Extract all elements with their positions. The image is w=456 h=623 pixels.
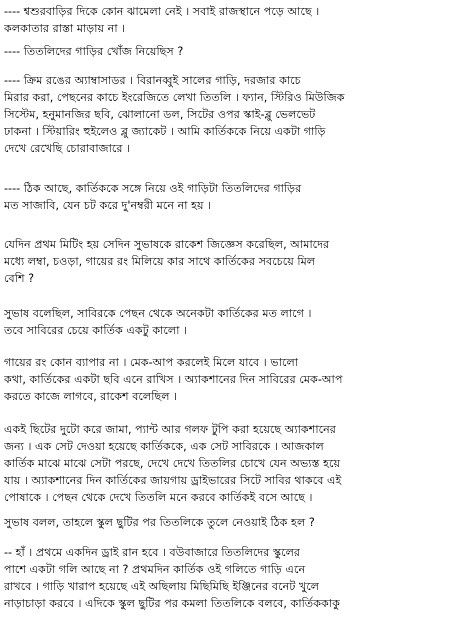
text-line: ---- শ্বশুরবাড়ির দিকে কোন ঝামেলা নেই । সবাই রাজস্থানে পড়ে আছে । xyxy=(4,5,320,18)
text-line: বেশি ? xyxy=(4,272,35,285)
paragraph-7 xyxy=(4,354,454,405)
text-line: মধ্যে লম্বা, চওড়া, গায়ের রং মিলিয়ে কার সাথে কার্তিকের সবচেয়ে মিল xyxy=(4,255,316,268)
text-line: ঢাকনা । স্টিয়ারিং হুইলেও ব্লু জ্যাকেট । আমি কার্তিককে নিয়ে একটা গাড়ি xyxy=(4,125,326,138)
text-line: মত সাজাবি, যেন চট করে দু'নম্বরী মনে না হয় । xyxy=(4,199,212,212)
text-line: ---- তিতলিদের গাড়ির খোঁজ নিয়েছিস ? xyxy=(4,45,184,58)
text-line: পোষাকে । পেছন থেকে দেখে তিতলি মনে করবে কার্তিকই বসে আছে । xyxy=(4,491,313,504)
text-line: সিস্টেম, হনুমানজির ছবি, ঝোলানো ডল, সিটের ওপর স্কাই-ব্লু ভেলভেট xyxy=(4,108,316,121)
text-line: গায়ের রং কোন ব্যাপার না । মেক-আপ করলেই মিলে যাবে । ভালো xyxy=(4,356,299,369)
text-line: যায় । অ্যাকশানের দিন কার্তিকের জায়গায় ড্রাইভারের সিটে সাবির থাকবে এই xyxy=(4,474,342,487)
text-line: দেখে রেখেছি চোরাবাজারে । xyxy=(4,142,131,155)
paragraph-4 xyxy=(4,180,454,214)
paragraph-8 xyxy=(4,421,454,506)
paragraph-10 xyxy=(4,544,454,612)
paragraph-5 xyxy=(4,236,454,287)
text-line: সুভাষ বলেছিল, সাবিরকে পেছন থেকে অনেকটা কার্তিকের মত লাগে । xyxy=(4,307,312,320)
text-line: সুভাষ বলল, তাহলে স্কুল ছুটির পর তিতলিকে তুলে নেওয়াই ঠিক হল ? xyxy=(4,516,315,529)
text-line: নাড়াচাড়া করবে । এদিকে স্কুল ছুটির পর কমলা তিতলিকে বলবে, কার্তিককাকু xyxy=(4,597,340,610)
text-line: রাখবে । গাড়ি খারাপ হয়েছে এই অছিলায় মিছিমিছি ইঞ্জিনের বনেট খুলে xyxy=(4,580,320,593)
text-line: কথা, কার্তিকের একটা ছবি এনে রাখিস । অ্যাকশানের দিন সাবিরের মেক-আপ xyxy=(4,373,343,386)
text-line: ---- ঠিক আছে, কার্তিককে সঙ্গে নিয়ে ওই গাড়িটা তিতলিদের গাড়ির xyxy=(4,182,302,195)
text-line: করতে কাজে লাগবে, রাকেশ বলেছিল । xyxy=(4,390,178,403)
paragraph-1 xyxy=(4,3,454,37)
paragraph-3 xyxy=(4,72,454,157)
text-line: তবে সাবিরের চেয়ে কার্তিক একটু কালো । xyxy=(4,324,188,337)
paragraph-9 xyxy=(4,514,454,531)
text-line: জন্য । এক সেট দেওয়া হয়েছে কার্তিককে, এক সেট সাবিরকে । আজকাল xyxy=(4,440,324,453)
text-line: মিরার করা, পেছনের কাচে ইংরেজিতে লেখা তিতলি । ফ্যান, স্টিরিও মিউজিক xyxy=(4,91,345,104)
text-line: ---- ক্রিম রঙের অ্যাম্বাসাডর । বিরানব্বুই সালের গাড়ি, দরজার কাচে xyxy=(4,74,301,87)
text-line: একই ছিটের দুটো করে জামা, প্যান্ট আর গলফ টুপি করা হয়েছে অ্যাকশানের xyxy=(4,423,336,436)
text-line: যেদিন প্রথম মিটিং হয় সেদিন সুভাষকে রাকেশ জিজ্ঞেস করেছিল, আমাদের xyxy=(4,238,330,251)
text-line: কার্তিক মাঝে মাঝে সেটা পরছে, দেখে দেখে তিতলির চোখে যেন অভ্যস্ত হয়ে xyxy=(4,457,341,470)
text-line: পাশে একটা গলি আছে না ? প্রথমদিন কার্তিক ওই গলিতে গাড়ি এনে xyxy=(4,563,306,576)
paragraph-6 xyxy=(4,305,454,339)
text-line: -- হাঁ । প্রথমে একদিন ড্রাই রান হবে । বউবাজারে তিতলিদের স্কুলের xyxy=(4,546,301,559)
paragraph-2 xyxy=(4,43,454,60)
text-line: কলকাতার রাস্তা মাড়ায় না । xyxy=(4,22,126,35)
